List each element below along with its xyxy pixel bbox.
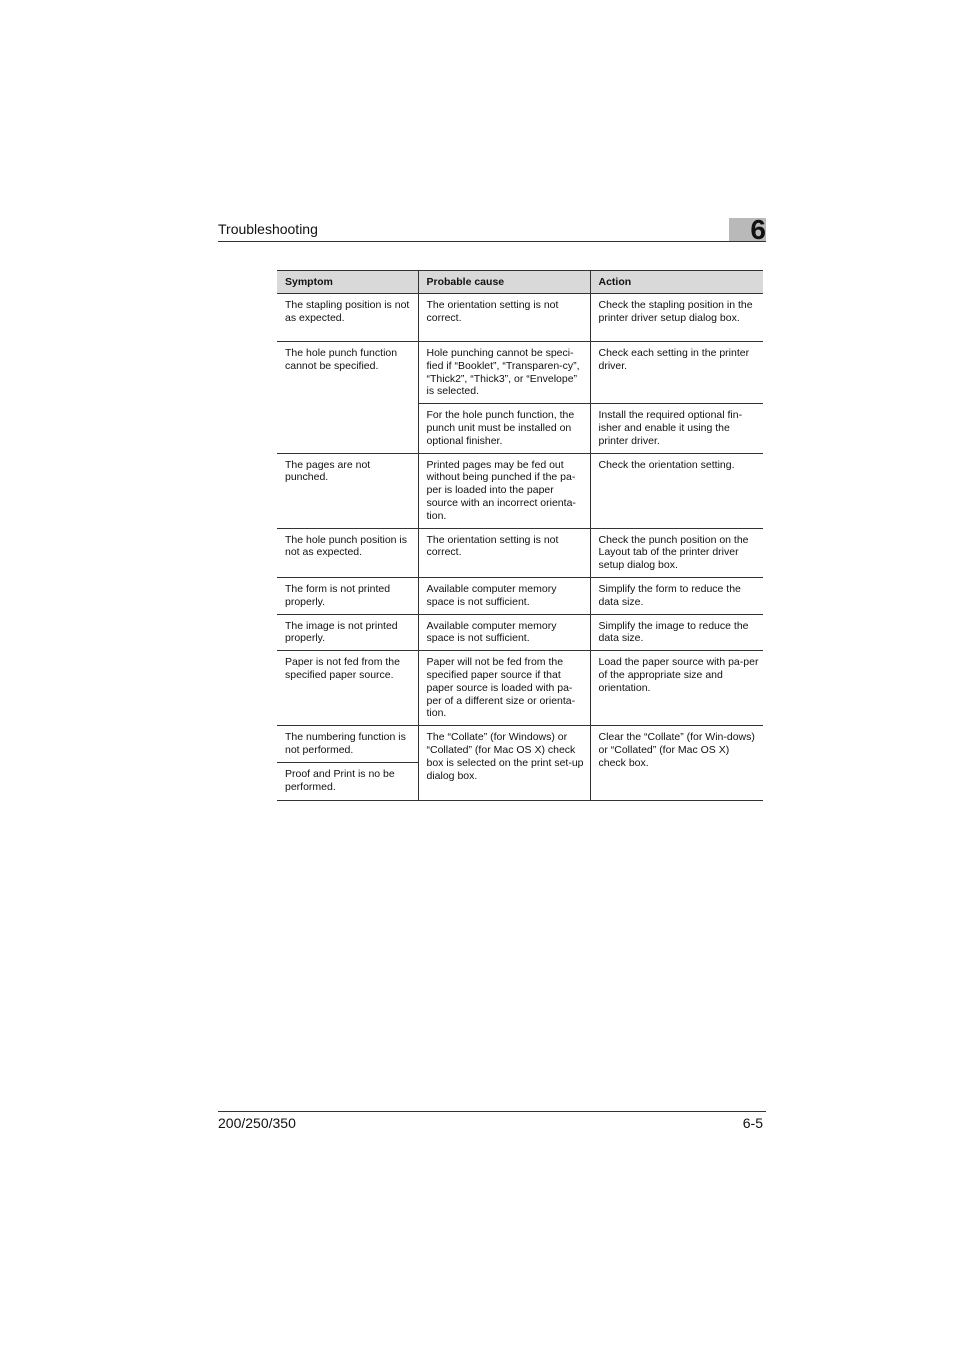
cause-cell: Hole punching cannot be speci-fied if “Booklet”, “Transparen-cy”, “Thick2”, “Thick3”, or “Envelope” is selected. — [418, 342, 590, 404]
symptom-cell: The numbering function is not performed. — [277, 726, 418, 763]
table-row — [277, 294, 763, 342]
column-header-action: Action — [590, 271, 763, 294]
column-header-probable-cause: Probable cause — [418, 271, 590, 294]
cause-cell: Paper will not be fed from the specified paper source if that paper source is loaded with pa-per of a different size or orienta-tion. — [418, 651, 590, 726]
cause-cell: The “Collate” (for Windows) or “Collated” (for Mac OS X) check box is selected on the print set-up dialog box. — [418, 726, 590, 801]
header-divider — [218, 241, 766, 242]
action-cell: Check the orientation setting. — [590, 453, 763, 528]
symptom-cell: The stapling position is not as expected. — [277, 294, 418, 342]
table-header-row — [277, 271, 763, 294]
symptom-cell: The hole punch function cannot be specified. — [277, 342, 418, 454]
cause-cell: Printed pages may be fed out without being punched if the pa-per is loaded into the paper source with an incorrect orienta-tion. — [418, 453, 590, 528]
cause-cell: Available computer memory space is not sufficient. — [418, 614, 590, 651]
action-cell: Install the required optional fin-isher and enable it using the printer driver. — [590, 404, 763, 453]
action-cell: Simplify the image to reduce the data size. — [590, 614, 763, 651]
symptom-cell: The pages are not punched. — [277, 453, 418, 528]
cause-cell: Available computer memory space is not sufficient. — [418, 577, 590, 614]
chapter-number: 6 — [750, 214, 766, 245]
table-row — [277, 577, 763, 614]
cause-cell: The orientation setting is not correct. — [418, 528, 590, 577]
table-row — [277, 726, 763, 763]
table-row — [277, 651, 763, 726]
action-cell: Load the paper source with pa-per of the appropriate size and orientation. — [590, 651, 763, 726]
symptom-cell: The image is not printed properly. — [277, 614, 418, 651]
symptom-cell: The hole punch position is not as expected. — [277, 528, 418, 577]
symptom-cell: Proof and Print is no be performed. — [277, 762, 418, 800]
action-cell: Simplify the form to reduce the data size. — [590, 577, 763, 614]
action-cell: Check each setting in the printer driver. — [590, 342, 763, 404]
column-header-symptom: Symptom — [277, 271, 418, 294]
cause-cell: The orientation setting is not correct. — [418, 294, 590, 342]
troubleshooting-table — [277, 270, 763, 801]
action-cell: Check the punch position on the Layout tab of the printer driver setup dialog box. — [590, 528, 763, 577]
cause-cell: For the hole punch function, the punch unit must be installed on optional finisher. — [418, 404, 590, 453]
symptom-cell: Paper is not fed from the specified paper source. — [277, 651, 418, 726]
table-row — [277, 614, 763, 651]
footer-model-number: 200/250/350 — [218, 1115, 296, 1131]
page-number: 6-5 — [742, 1115, 763, 1131]
footer-divider — [218, 1111, 766, 1112]
table-row — [277, 453, 763, 528]
action-cell: Clear the “Collate” (for Win-dows) or “Collated” (for Mac OS X) check box. — [590, 726, 763, 801]
action-cell: Check the stapling position in the printer driver setup dialog box. — [590, 294, 763, 342]
table-row — [277, 528, 763, 577]
section-title: Troubleshooting — [218, 221, 318, 237]
table-row — [277, 342, 763, 404]
symptom-cell: The form is not printed properly. — [277, 577, 418, 614]
